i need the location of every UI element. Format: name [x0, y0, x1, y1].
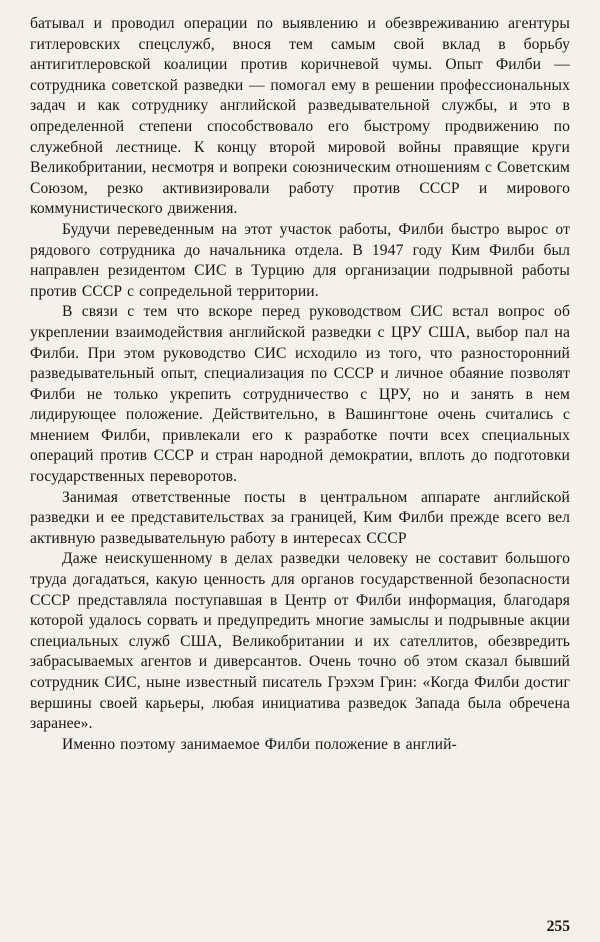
paragraph: В связи с тем что вскоре перед руководством СИС встал вопрос об укреплении взаимодействия английской разведки с ЦРУ США, выбор пал на Филби. При этом руководство СИС исходило из того, что разносторонний разведывательный опыт, специализация по СССР и личное обаяние позволят Филби не только укрепить сотрудничество с ЦРУ, но и занять в нем лидирующее положение. Действительно, в Вашингтоне очень считались с мнением Филби, привлекали его к разработке почти всех специальных операций против СССР и стран народной демократии, вплоть до подготовки государственных переворотов.: [30, 303, 570, 486]
page-text-block: [30, 14, 570, 914]
paragraph: Будучи переведенным на этот участок работы, Филби быстро вырос от рядового сотрудника до начальника отдела. В 1947 году Ким Филби был направлен резидентом СИС в Турцию для организации подрывной работы против СССР с сопредельной территории.: [30, 220, 570, 300]
page-number: 255: [546, 918, 570, 935]
paragraph: Даже неискушенному в делах разведки человеку не составит большого труда догадаться, какую ценность для органов государственной безопасности СССР представляла поступавшая в Центр от Филби информация, благодаря которой удалось сорвать и предупредить многие замыслы и подрывные акции специальных служб США, Великобритании и их сателлитов, обезвредить забрасываемых агентов и диверсантов. Очень точно об этом сказал бывший сотрудник СИС, ныне известный писатель Грэхэм Грин: «Когда Филби достиг вершины своей карьеры, любая инициатива разведок Запада была обречена заранее».: [30, 550, 570, 733]
paragraph: Именно поэтому занимаемое Филби положение в англий-: [62, 735, 457, 753]
paragraph: Занимая ответственные посты в центральном аппарате английской разведки и ее представительствах за границей, Ким Филби прежде всего вел активную разведывательную работу в интересах СССР: [30, 488, 570, 547]
paragraph-continued: батывал и проводил операции по выявлению и обезвреживанию агентуры гитлеровских спецслужб, внося тем самым свой вклад в борьбу антигитлеровской коалиции против коричневой чумы. Опыт Филби — сотрудника советской разведки — помогал ему в решении профессиональных задач и как сотруднику английской разведывательной службы, и это в определенной степени способствовало его быстрому продвижению по служебной лестнице. К концу второй мировой войны правящие круги Великобритании, несмотря и вопреки союзническим отношениям с Советским Союзом, резко активизировали работу против СССР и мирового коммунистического движения.: [30, 15, 570, 218]
